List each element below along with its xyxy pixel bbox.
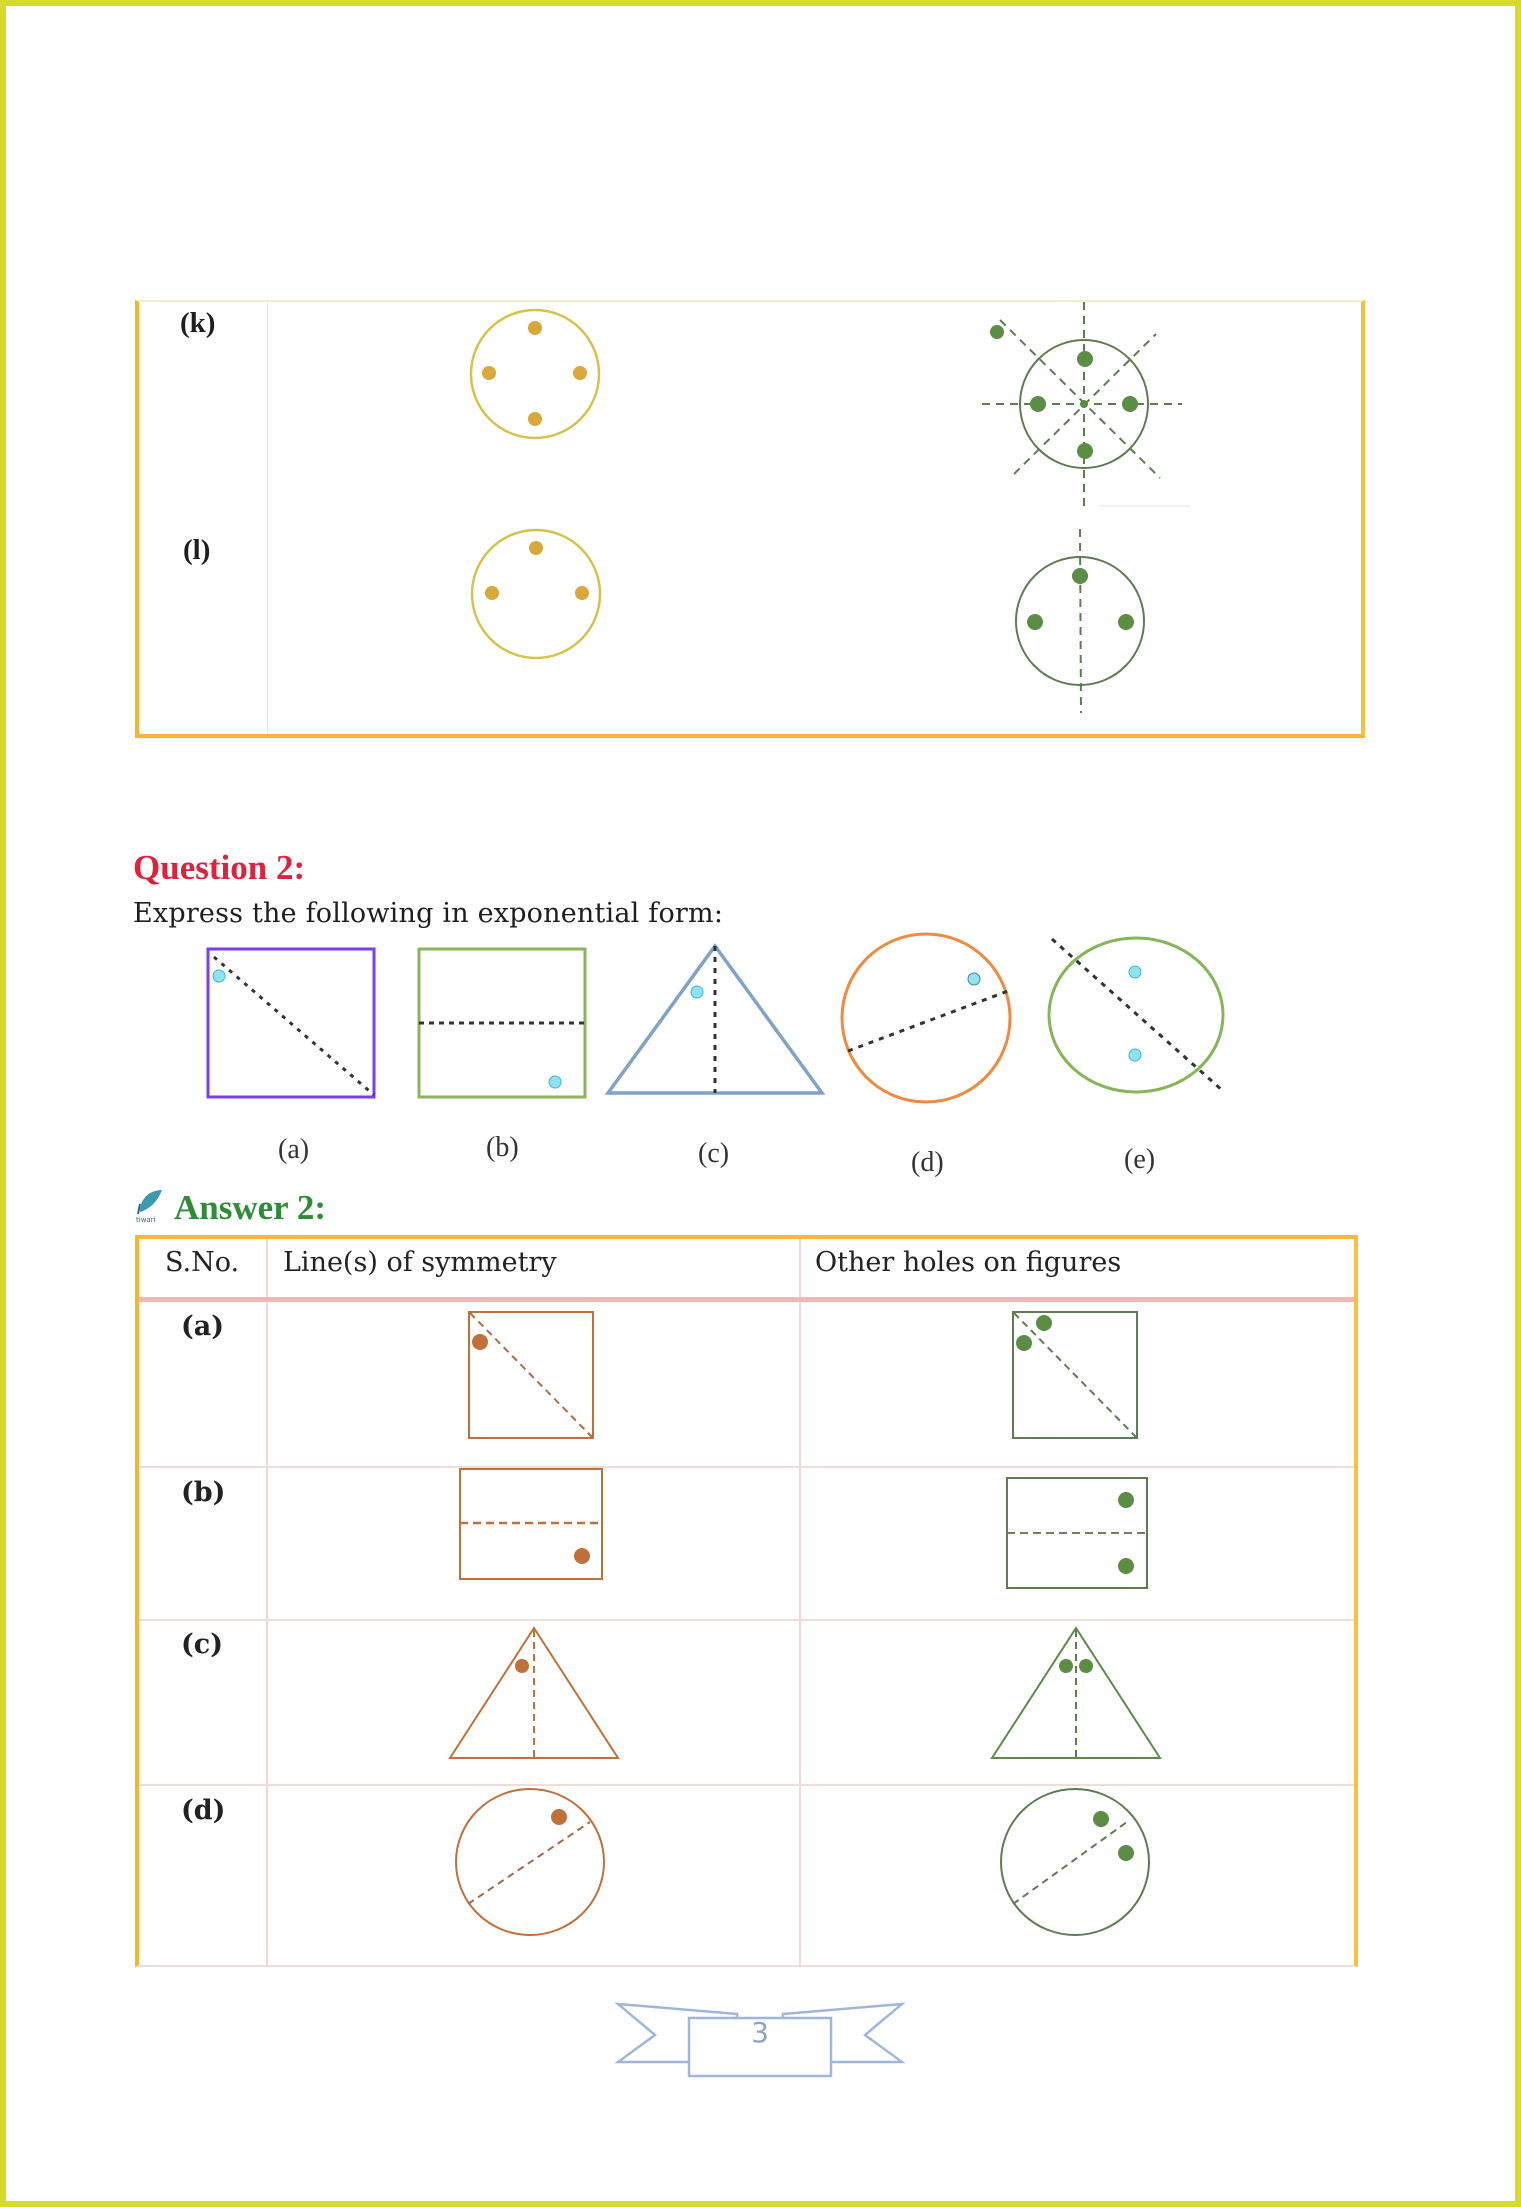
tiwari-logo-icon	[134, 1188, 164, 1224]
figure-k-punched	[468, 308, 604, 442]
row-label-k: (k)	[180, 307, 216, 339]
question-figure-b	[417, 947, 589, 1099]
answer-b-holes-figure	[1005, 1476, 1151, 1590]
row-label-c: (c)	[181, 1629, 223, 1660]
question-figure-d	[838, 930, 1014, 1106]
column-divider-2	[799, 1239, 801, 1965]
header-divider	[139, 1297, 1354, 1302]
question-text: Express the following in exponential form:	[133, 898, 724, 929]
figure-k-symmetry	[980, 300, 1190, 515]
row-divider	[139, 1619, 1354, 1621]
svg-text:tiwari: tiwari	[136, 1216, 156, 1224]
question-figure-e	[1048, 935, 1228, 1095]
figure-label-b: (b)	[486, 1132, 519, 1163]
question-title: Question 2:	[133, 848, 306, 887]
figure-l-punched	[470, 528, 606, 662]
row-label-a: (a)	[181, 1311, 225, 1342]
column-divider	[267, 302, 268, 734]
page-number: 3	[751, 2016, 769, 2049]
figure-label-e: (e)	[1124, 1144, 1156, 1175]
row-label-b: (b)	[181, 1477, 226, 1508]
figure-l-symmetry	[1010, 525, 1150, 715]
answer-d-symmetry-figure	[455, 1787, 607, 1937]
question-figure-c	[605, 943, 825, 1096]
answer-a-holes-figure	[1011, 1310, 1141, 1440]
column-divider-1	[266, 1239, 268, 1965]
row-divider	[139, 1466, 1354, 1468]
row-label-d: (d)	[181, 1795, 226, 1826]
answer-title: Answer 2:	[174, 1188, 326, 1227]
answer-b-symmetry-figure	[458, 1467, 606, 1581]
header-other-holes: Other holes on figures	[815, 1247, 1122, 1278]
answer-d-holes-figure	[1000, 1787, 1152, 1937]
row-divider	[139, 1784, 1354, 1786]
header-sno: S.No.	[165, 1247, 240, 1278]
answer-c-symmetry-figure	[448, 1626, 620, 1760]
page-number-ribbon	[615, 1990, 905, 2076]
answer-a-symmetry-figure	[467, 1310, 597, 1440]
answer-c-holes-figure	[990, 1626, 1162, 1760]
figure-label-a: (a)	[278, 1134, 310, 1165]
figure-label-c: (c)	[698, 1138, 730, 1169]
question-figure-a	[206, 947, 378, 1099]
header-lines-of-symmetry: Line(s) of symmetry	[283, 1247, 557, 1278]
row-label-l: (l)	[183, 534, 211, 566]
figure-label-d: (d)	[911, 1147, 944, 1178]
answer-table	[135, 1235, 1358, 1967]
